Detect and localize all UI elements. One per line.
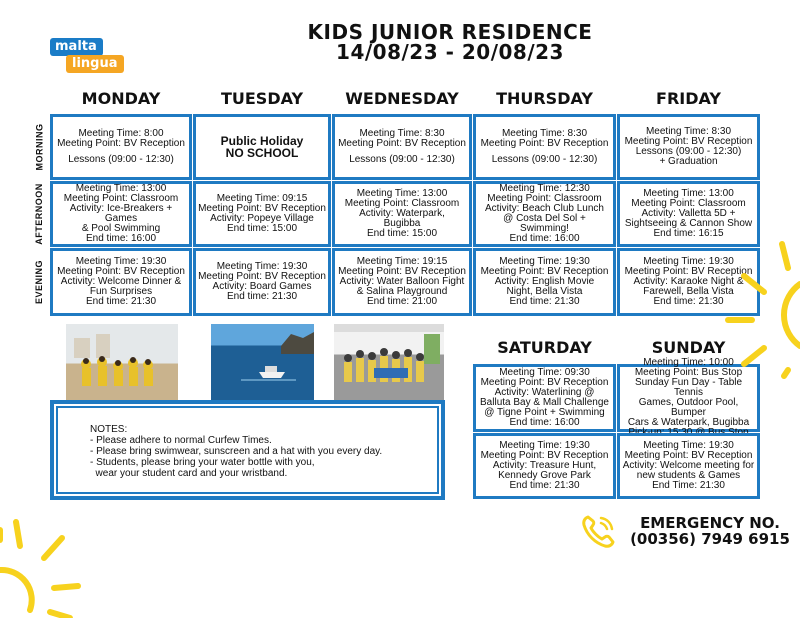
cell-thursday-morning: Meeting Time: 8:30 Meeting Point: BV Reception Lessons (09:00 - 12:30) (473, 114, 616, 180)
logo-text-top: malta (50, 38, 103, 56)
cell-monday-afternoon: Meeting Time: 13:00 Meeting Point: Classroom Activity: Ice-Breakers + Games & Pool Swimming End time: 16:00 (50, 181, 192, 247)
photo-group-beach (66, 324, 178, 400)
cell-wednesday-evening: Meeting Time: 19:15 Meeting Point: BV Reception Activity: Water Balloon Fight & Salina Playground End time: 21:00 (332, 248, 472, 316)
note-line: wear your student card and your wristband. (90, 468, 288, 479)
photo-group-indoor (334, 324, 444, 400)
period-label-morning: MORNING (34, 123, 44, 171)
cell-friday-afternoon: Meeting Time: 13:00 Meeting Point: Classroom Activity: Valletta 5D + Sightseeing & Cannon Show End time: 16:15 (617, 181, 760, 247)
day-header-wednesday: WEDNESDAY (345, 89, 459, 108)
cell-friday-morning: Meeting Time: 8:30 Meeting Point: BV Reception Lessons (09:00 - 12:30) + Graduation (617, 114, 760, 180)
page-title (300, 22, 600, 62)
day-header-tuesday: TUESDAY (220, 89, 304, 108)
cell-friday-evening: Meeting Time: 19:30 Meeting Point: BV Reception Activity: Karaoke Night & Farewell, Bella Vista End time: 21:30 (617, 248, 760, 316)
emergency-number: (00356) 7949 6915 (630, 530, 790, 548)
cell-wednesday-afternoon: Meeting Time: 13:00 Meeting Point: Classroom Activity: Waterpark, Bugibba End time: 15:00 (332, 181, 472, 247)
title-dates: 14/08/23 - 20/08/23 (336, 40, 564, 64)
cell-sunday-day: Meeting Time: 10:00 Meeting Point: Bus Stop Sunday Fun Day - Table Tennis Games, Outdoor Pool, Bumper Cars & Waterpark, Bugibba (617, 364, 760, 432)
title-line-1: KIDS JUNIOR RESIDENCE (307, 20, 593, 44)
day-header-sunday: SUNDAY (651, 338, 726, 357)
cell-thursday-afternoon: Meeting Time: 12:30 Meeting Point: Classroom Activity: Beach Club Lunch @ Costa Del Sol + Swimming! End time: 16:00 (473, 181, 616, 247)
cell-sunday-evening: Meeting Time: 19:30 Meeting Point: BV Reception Activity: Welcome meeting for new students & Games End Time: 21:30 (617, 433, 760, 499)
period-label-evening: EVENING (34, 259, 45, 305)
sun-icon (0, 500, 82, 618)
notes-box (50, 400, 445, 500)
note-line: - Please adhere to normal Curfew Times. (90, 435, 272, 446)
note-line: - Please bring swimwear, sunscreen and a hat with you every day. (90, 446, 383, 457)
cell-wednesday-morning: Meeting Time: 8:30 Meeting Point: BV Reception Lessons (09:00 - 12:30) (332, 114, 472, 180)
emergency-contact (630, 515, 790, 547)
malta-lingua-logo (50, 38, 132, 82)
cell-tuesday-morning: Public Holiday NO SCHOOL (193, 114, 331, 180)
cell-saturday-day: Meeting Time: 09:30 Meeting Point: BV Reception Activity: Waterlining @ Balluta Bay & Mall Challenge @ Tigne Point + Swimming End time: 16:00 (473, 364, 616, 432)
period-label-afternoon: AFTERNOON (34, 183, 44, 245)
photo-boat-sea (211, 324, 314, 400)
day-header-thursday: THURSDAY (496, 89, 593, 108)
day-header-monday: MONDAY (81, 89, 161, 108)
cell-tuesday-afternoon: Meeting Time: 09:15 Meeting Point: BV Reception Activity: Popeye Village End time: 15:00 (193, 181, 331, 247)
note-line: - Students, please bring your water bottle with you, (90, 457, 315, 468)
cell-monday-morning: Meeting Time: 8:00 Meeting Point: BV Reception Lessons (09:00 - 12:30) (50, 114, 192, 180)
sun-icon (722, 236, 800, 376)
phone-icon (582, 514, 616, 548)
logo-text-bottom: lingua (66, 55, 124, 73)
cell-monday-evening: Meeting Time: 19:30 Meeting Point: BV Reception Activity: Welcome Dinner & Fun Surprises End time: 21:30 (50, 248, 192, 316)
day-header-friday: FRIDAY (656, 89, 721, 108)
cell-tuesday-evening: Meeting Time: 19:30 Meeting Point: BV Reception Activity: Board Games End time: 21:30 (193, 248, 331, 316)
day-header-saturday: SATURDAY (497, 338, 592, 357)
notes-heading: NOTES: (90, 424, 128, 435)
cell-thursday-evening: Meeting Time: 19:30 Meeting Point: BV Reception Activity: English Movie Night, Bella Vista End time: 21:30 (473, 248, 616, 316)
cell-saturday-evening: Meeting Time: 19:30 Meeting Point: BV Reception Activity: Treasure Hunt, Kennedy Grove Park End time: 21:30 (473, 433, 616, 499)
emergency-label: EMERGENCY NO. (640, 514, 780, 532)
